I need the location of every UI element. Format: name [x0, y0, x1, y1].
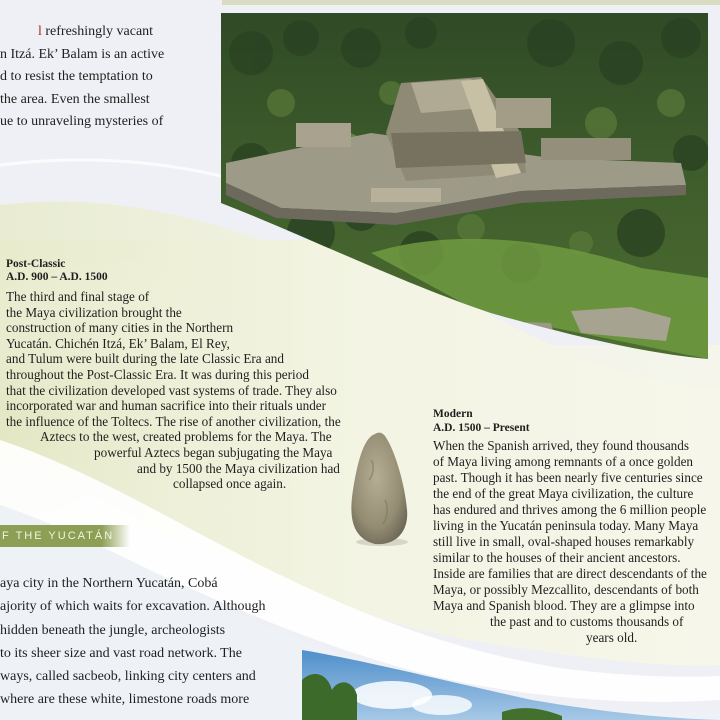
coba-line: aya city in the Northern Yucatán, Cobá [0, 576, 218, 591]
modern-line: Maya and Spanish blood. They are a glimpse into [433, 598, 695, 613]
modern-line: years old. [586, 630, 638, 645]
postclassic-line: and by 1500 the Maya civilization had [137, 460, 340, 476]
modern-line: still live in small, oval-shaped houses remarkably [433, 534, 695, 549]
intro-text [0, 21, 164, 134]
postclassic-line: The third and final stage of [6, 289, 150, 304]
intro-line: the area. Even the smallest [0, 91, 150, 107]
postclassic-line: construction of many cities in the Northern [6, 320, 234, 336]
coba-line: ways, called sacbeob, linking city centers and [0, 669, 256, 685]
modern-title: Modern [433, 408, 473, 420]
coba-line: to its sheer size and vast road network. The [0, 645, 242, 661]
postclassic-title: Post-Classic [6, 258, 66, 270]
postclassic-line: Aztecs to the west, created problems for the Maya. The [40, 429, 332, 445]
postclassic-line: powerful Aztecs began subjugating the Maya [94, 444, 333, 460]
modern-line: of Maya living among remnants of a once golden [433, 454, 694, 469]
modern-line: living in the Yucatán peninsula today. Many Maya [433, 518, 699, 533]
intro-line: refreshingly vacant [45, 24, 154, 39]
coba-paragraph [0, 572, 266, 712]
postclassic-line: and Tulum were built during the late Classic Era and [6, 351, 284, 367]
coba-line: hidden beneath the jungle, archeologists [0, 622, 226, 638]
coba-line: ajority of which waits for excavation. Although [0, 599, 266, 615]
modern-line: past. Though it has been nearly five centuries since [433, 470, 703, 485]
postclassic-line: throughout the Post-Classic Era. It was during this period [6, 366, 309, 382]
postclassic-line: that the civilization developed vast systems of trade. They also [6, 382, 337, 398]
intro-line: d to resist the temptation to [0, 69, 153, 85]
modern-dates: A.D. 1500 – Present [433, 422, 530, 434]
postclassic-dates: A.D. 900 – A.D. 1500 [6, 271, 108, 283]
modern-line: When the Spanish arrived, they found thousands [433, 438, 690, 453]
postclassic-line: incorporated war and human sacrifice into their rituals under [6, 398, 327, 414]
section-banner: F THE YUCATÁN [0, 525, 130, 547]
top-bar [222, 0, 720, 5]
modern-line: Maya, or possibly Mezcallito, descendants of both [433, 582, 699, 597]
intro-line: ue to unraveling mysteries of [0, 114, 164, 130]
modern-line: similar to the houses of their ancient ancestors. [433, 550, 681, 565]
modern-line: the past and to customs thousands of [490, 614, 684, 629]
postclassic-line: the Maya civilization brought the [6, 304, 182, 320]
modern-paragraph [433, 438, 707, 646]
modern-line: has endured and thrives among the 6 million people [433, 502, 707, 517]
modern-line: Inside are families that are direct descendants of the [433, 566, 707, 581]
postclassic-paragraph [6, 289, 341, 492]
postclassic-line: collapsed once again. [173, 476, 287, 492]
coba-line: where are these white, limestone roads more [0, 692, 250, 708]
drop-letter-fragment: l [38, 24, 42, 39]
modern-line: the end of the great Maya civilization, the culture [433, 486, 694, 501]
coba-landscape-photo [302, 650, 720, 720]
intro-line: n Itzá. Ek’ Balam is an active [0, 46, 165, 62]
postclassic-line: Yucatán. Chichén Itzá, Ek’ Balam, El Rey, [6, 335, 230, 351]
postclassic-line: the influence of the Toltecs. The rise of another civilization, the [6, 413, 341, 429]
stone-artifact-image [345, 430, 415, 550]
